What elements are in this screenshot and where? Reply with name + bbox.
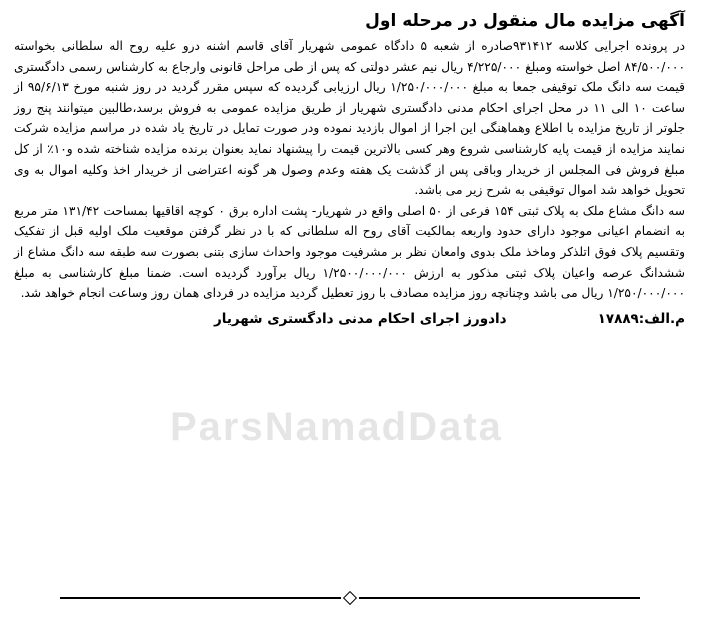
notice-footer bbox=[14, 306, 685, 332]
notice-title: آگهی مزایده مال منقول در مرحله اول bbox=[365, 11, 685, 31]
bottom-divider bbox=[60, 592, 640, 604]
divider-line-right bbox=[359, 597, 640, 599]
issuer-signature: دادورز اجرای احکام مدنی دادگستری شهریار bbox=[214, 310, 507, 327]
watermark-logo: ParsNamadData bbox=[170, 405, 503, 449]
property-description-paragraph: سه دانگ مشاع ملک به پلاک ثبتی ۱۵۴ فرعی از ۵۰ اصلی واقع در شهریار- پشت اداره برق ۰ کوچه اقاقیها بمساحت ۱۳۱/۴۲ متر مربع به انضمام اعیانی موجود دارای حدود واربعه بمالکیت آقای روح اله سلطانی که با در نظر گرفتن موقعیت ملک اولیه قبل از تفکیک وتقسیم پلاک فوق اتلذکر وماخذ ملک بدوی وامعان نظر بر مشرفیت موجود واحداث سازی بتنی بصورت سه طبقه سه دانگ مشاع از ششدانگ عرصه واعیان پلاک ثبتی مذکور به ارزش ۱/۲۵۰۰/۰۰۰/۰۰۰ ریال برآورد گردیده است. ضمنا مبلغ کارشناسی به مبلغ ۱/۲۵۰/۰۰۰/۰۰۰ ریال می باشد وچنانچه روز مزایده مصادف با روز تعطیل گردید مزایده در فردای همان روز وساعت انجام خواهد شد. bbox=[14, 203, 685, 301]
divider-line-left bbox=[60, 597, 341, 599]
reference-code: م.الف:۱۷۸۸۹ bbox=[597, 310, 685, 327]
diamond-ornament-icon bbox=[343, 591, 357, 605]
notice-body-paragraph: در پرونده اجرایی کلاسه ۹۳۱۴۱۲صادره از شعبه ۵ دادگاه عمومی شهریار آقای قاسم اشنه درو علیه روح اله سلطانی بخواسته ۸۴/۵۰۰/۰۰۰ اصل خواسته ومبلغ ۴/۲۲۵/۰۰۰ ریال نیم عشر دولتی که پس از طی مراحل قانونی وارجاع به کارشناس رسمی دادگستری قیمت سه دانگ ملک توقیفی جمعا به مبلغ ۱/۲۵۰/۰۰۰/۰۰۰ ریال ارزیابی گردیده که سپس مقرر گردید در روز شنبه مورخ ۹۵/۶/۱۳ از ساعت ۱۰ الی ۱۱ در محل اجرای احکام مدنی دادگستری شهریار از طریق مزایده عمومی به فروش برسد،طالبین میتوانند پنج روز جلوتر از تاریخ مزایده با اطلاع وهماهنگی این اجرا از اموال بازدید نموده ودر صورت تمایل در تاریخ یاد شده در مراسم مزایده شرکت نمایند مزایده از قیمت پایه کارشناسی شروع وهر کسی بالاترین قیمت را پیشنهاد نماید بعنوان برنده مزایده شناخته شده و۱۰٪ از کل مبلغ فروش فی المجلس از خریدار وباقی پس از گذشت یک هفته وعدم وصول هر گونه اعتراضی از خریدار اخذ وکلیه اموال به وی تحویل خواهد شد اموال توقیفی به شرح زیر می باشد. bbox=[14, 39, 685, 198]
